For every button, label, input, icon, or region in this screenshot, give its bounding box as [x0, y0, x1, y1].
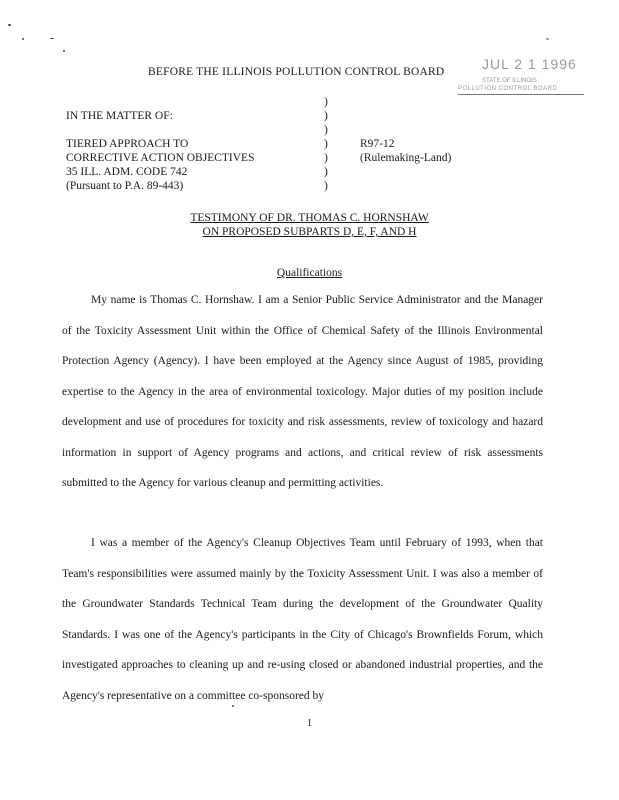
- body-paragraph: My name is Thomas C. Hornshaw. I am a Senior Public Service Administrator and the Manager of the Toxicity Assessment Unit within the Office of Chemical Safety of the Illinois Environmental Protection Agency (Agency). I have been employed at the Agency since August of 1985, providing expertise to the Agency in the area of environmental toxicology. Major duties of my position include development and use of procedures for toxicity and risk assessments, review of toxicology and hazard information in support of Agency programs and actions, and critical review of risk assessments submitted to the Agency for various cleanup and permitting activities.: [62, 294, 543, 489]
- caption-paren: ): [324, 166, 328, 178]
- caption-paren: ): [324, 110, 328, 122]
- section-heading: Qualifications: [276, 267, 343, 279]
- stamp-line2: POLLUTION CONTROL BOARD: [458, 86, 558, 92]
- scan-speck: [63, 50, 65, 52]
- docket-number: R97-12: [360, 138, 395, 150]
- caption-paren: ): [324, 152, 328, 164]
- caption-paren: ): [324, 138, 328, 150]
- body-paragraph: I was a member of the Agency's Cleanup Objectives Team until February of 1993, when that Team's responsibilities were assumed mainly by the Toxicity Assessment Unit. I was also a member of the Groundwater Standards Technical Team during the development of the Groundwater Quality Standards. I was one of the Agency's participants in the City of Chicago's Brownfields Forum, which investigated approaches to cleaning up and re-using closed or abandoned industrial properties, and the Agency's representative on a committee co-sponsored by: [62, 537, 543, 702]
- stamp-rule: [458, 94, 584, 95]
- docket-type: (Rulemaking-Land): [360, 152, 452, 164]
- testimony-title-line2: ON PROPOSED SUBPARTS D, E, F, AND H: [202, 226, 417, 238]
- scan-speck: [22, 38, 24, 40]
- caption-line: (Pursuant to P.A. 89-443): [66, 180, 184, 192]
- stamp-date: JUL 2 1 1996: [482, 56, 577, 72]
- scan-speck: [546, 38, 549, 40]
- testimony-title-line1: TESTIMONY OF DR. THOMAS C. HORNSHAW: [190, 212, 429, 224]
- caption-paren: ): [324, 124, 328, 136]
- caption-paren: ): [324, 96, 328, 108]
- caption-paren: ): [324, 180, 328, 192]
- caption-line: 35 ILL. ADM. CODE 742: [66, 166, 188, 178]
- scan-speck: [50, 38, 54, 39]
- stamp-line1: STATE OF ILLINOIS: [482, 78, 537, 84]
- page-number: 1: [306, 717, 313, 729]
- caption-line: IN THE MATTER OF:: [66, 110, 173, 122]
- received-stamp: [458, 56, 584, 96]
- scan-speck: [8, 24, 11, 26]
- caption-line: CORRECTIVE ACTION OBJECTIVES: [66, 152, 255, 164]
- document-header: BEFORE THE ILLINOIS POLLUTION CONTROL BOARD: [148, 66, 445, 78]
- caption-line: TIERED APPROACH TO: [66, 138, 189, 150]
